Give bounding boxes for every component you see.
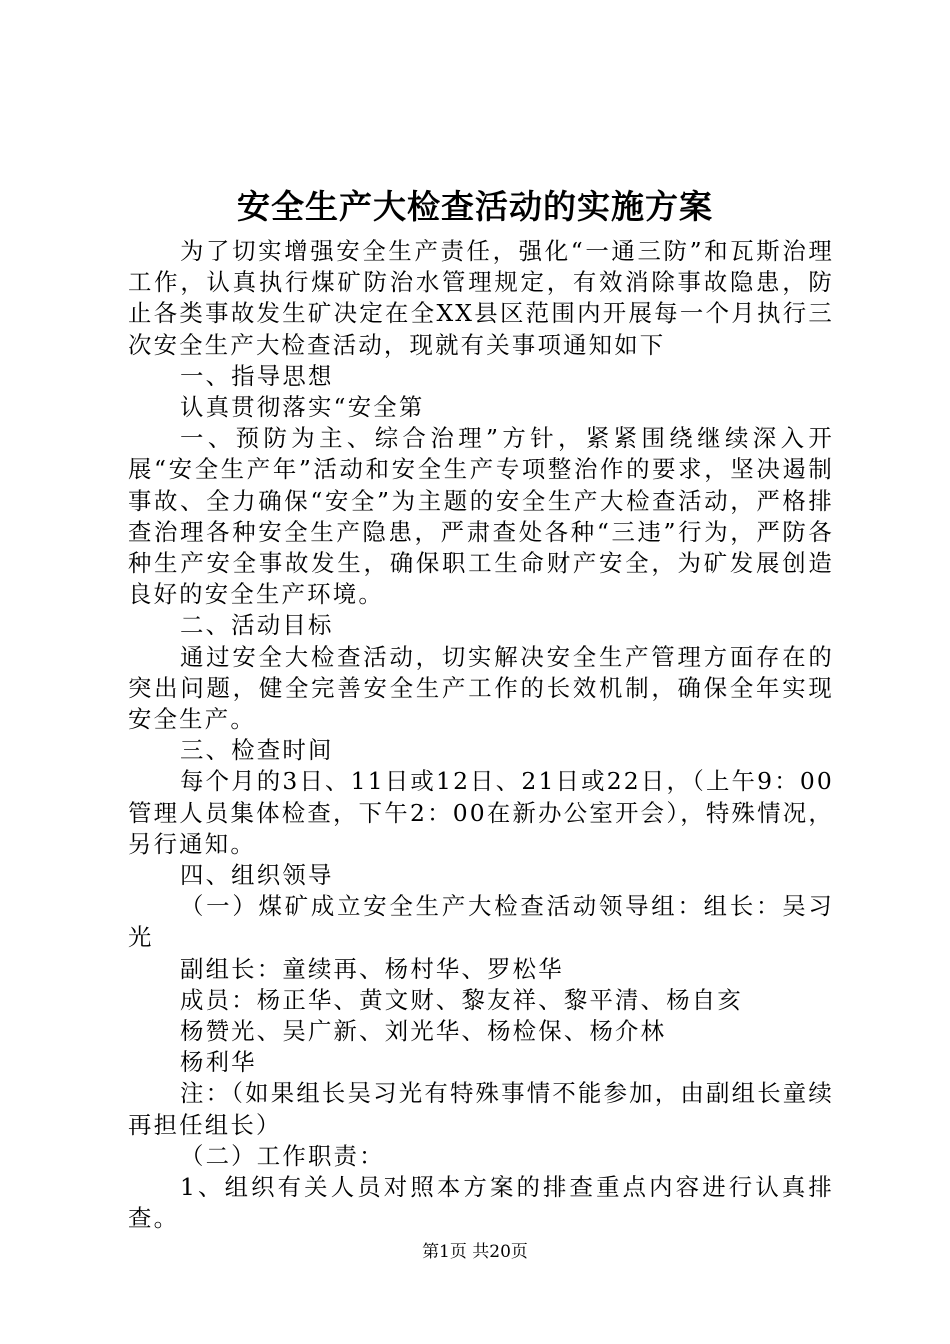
subsection-heading-duties: （二）工作职责： xyxy=(180,1141,385,1170)
paragraph: 副组长：童续再、杨村华、罗松华 xyxy=(180,954,564,983)
intro-paragraph: 为了切实增强安全生产责任，强化“一通三防”和瓦斯治理工作，认真执行煤矿防治水管理规定，有效消除事故隐患，防止各类事故发生矿决定在全XX县区范围内开展每一个月执行三次安全生产大检查活动，现就有关事项通知如下 xyxy=(128,237,834,359)
section-heading-inspection-time: 三、检查时间 xyxy=(180,736,334,765)
paragraph: 通过安全大检查活动，切实解决安全生产管理方面存在的突出问题，健全完善安全生产工作的长效机制，确保全年实现安全生产。 xyxy=(128,642,834,734)
section-heading-organization: 四、组织领导 xyxy=(180,861,334,890)
page-footer: 第1页 共20页 xyxy=(422,1242,528,1262)
note-paragraph: 注：（如果组长吴习光有特殊事情不能参加，由副组长童续再担任组长） xyxy=(128,1079,834,1139)
document-title: 安全生产大检查活动的实施方案 xyxy=(237,187,713,226)
paragraph: 每个月的3日、11日或12日、21日或22日，（上午9：00管理人员集体检查，下午2：00在新办公室开会），特殊情况，另行通知。 xyxy=(128,767,834,858)
paragraph: 1、组织有关人员对照本方案的排查重点内容进行认真排查。 xyxy=(128,1173,834,1233)
paragraph: 成员：杨正华、黄文财、黎友祥、黎平清、杨自亥 xyxy=(180,985,743,1014)
paragraph: 杨赞光、吴广新、刘光华、杨检保、杨介林 xyxy=(180,1017,667,1046)
paragraph: 一、预防为主、综合治理”方针，紧紧围绕继续深入开展“安全生产年”活动和安全生产专项整治作的要求，坚决遏制事故、全力确保“安全”为主题的安全生产大检查活动，严格排查治理各种安全生产隐患，严肃查处各种“三违”行为，严防各种生产安全事故发生，确保职工生命财产安全，为矿发展创造良好的安全生产环境。 xyxy=(128,424,834,609)
paragraph: 认真贯彻落实“安全第 xyxy=(180,393,425,422)
section-heading-guiding-ideology: 一、指导思想 xyxy=(180,361,334,390)
paragraph: （一）煤矿成立安全生产大检查活动领导组：组长：吴习光 xyxy=(128,892,834,952)
section-heading-activity-goals: 二、活动目标 xyxy=(180,611,334,640)
paragraph: 杨利华 xyxy=(180,1048,257,1077)
document-body xyxy=(128,236,834,1235)
